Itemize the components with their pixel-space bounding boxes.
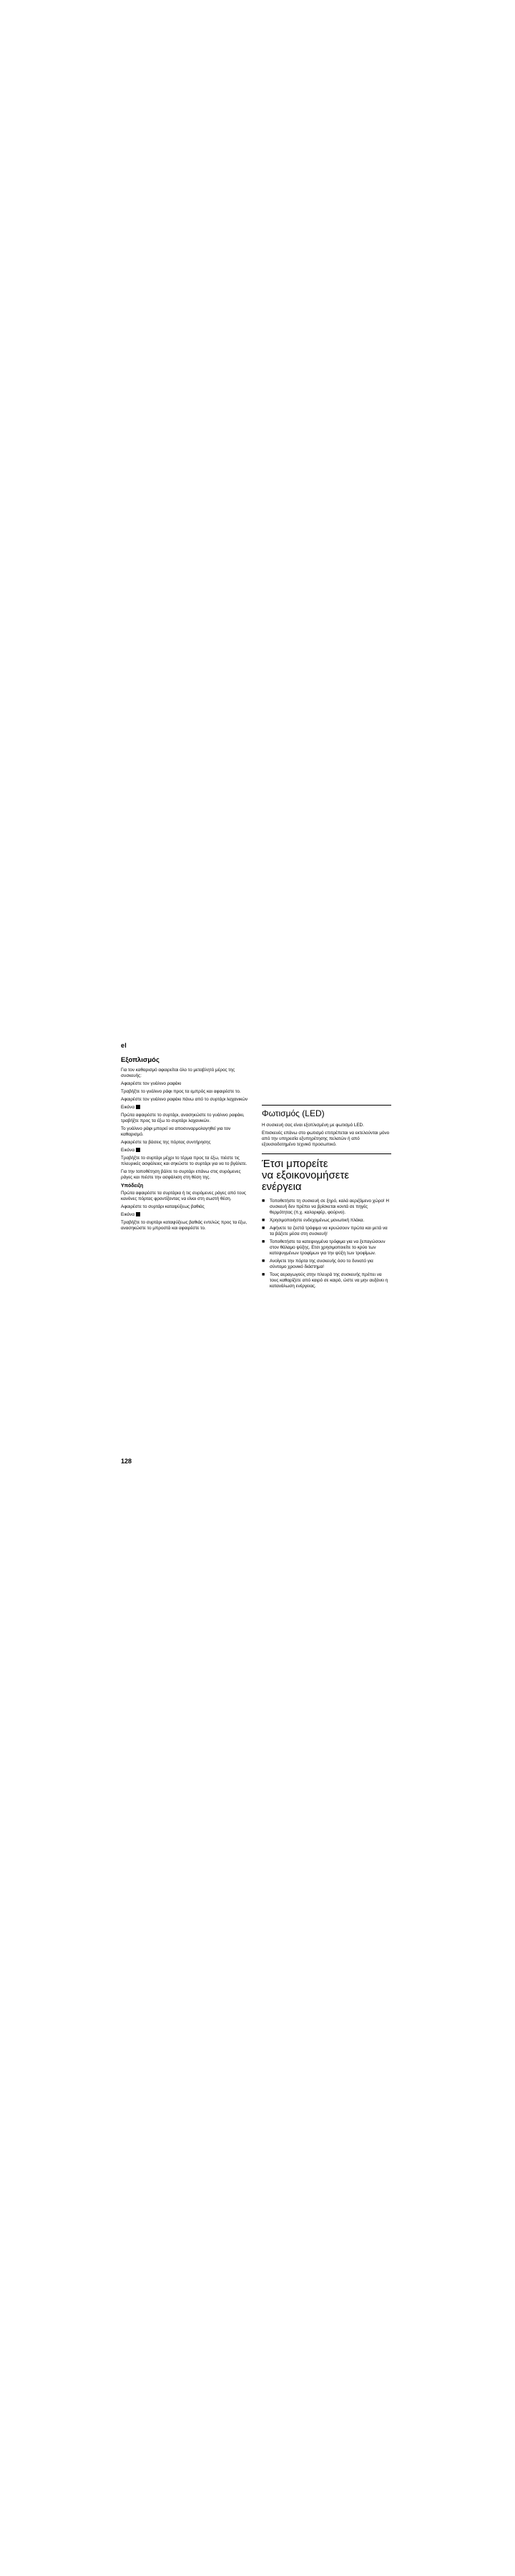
- note-heading: Υπόδειξη: [121, 1184, 144, 1189]
- list-item: [262, 1272, 391, 1289]
- lighting-text-1: Η συσκευή σας είναι εξοπλισμένη με φωτισμό LED.: [262, 1123, 364, 1128]
- tip-text: Τοποθετήστε τα κατεψυγμένα τρόφιμα για να ξεπαγώσουν στον θάλαμο ψύξης. Ετσι χρησιμοποιείτε το κρύο των κατεψυγμένων τροφίμων για την ψύξη των τροφίμων.: [270, 1239, 386, 1256]
- section-divider: [262, 1105, 391, 1106]
- list-item: [262, 1218, 391, 1224]
- note-text: Πρώτα αφαιρέστε τα συρτάρια ή τις συρόμενες ράγες από τους κανόνες πόρτας φροντίζοντας να είναι στη σωστή θέση.: [121, 1191, 246, 1201]
- bullet-icon: ■: [262, 1259, 265, 1264]
- list-item: [262, 1226, 391, 1237]
- equipment-step-6: Αφαιρέστε τα βάσεις της πόρτας συντήρησης: [121, 1140, 211, 1145]
- language-code: el: [121, 1042, 127, 1049]
- figure-icon: [136, 1105, 140, 1109]
- bullet-icon: ■: [262, 1226, 265, 1231]
- equipment-step-8: Για την τοποθέτηση βάλτε το συρτάρι επάνω στις συρόμενες ράγες και πιέστε την ασφάλιση στη θέση της.: [121, 1169, 241, 1180]
- tip-text: Τους αεραγωγούς στην πλευρά της συσκευής πρέπει να τους καθαρίζετε από καιρό σε καιρό, ώστε να μην αυξάνει η κατανάλωση ενέργειας.: [270, 1272, 388, 1289]
- list-item: [262, 1199, 391, 1216]
- equipment-step-2: Τραβήξτε το γυάλινο ράφι προς τα εμπρός και αφαιρέστε το.: [121, 1089, 241, 1094]
- equipment-intro: Για τον καθαρισμό αφαιρείται όλο το μεταβλητό μέρος της συσκευής:: [121, 1068, 235, 1078]
- equipment-step-7: Τραβήξτε το συρτάρι μέχρι το τέρμα προς τα έξω, πιέστε τις πλευρικές ασφάλειες και σηκώστε το συρτάρι για να το βγάλετε.: [121, 1156, 247, 1166]
- figure-ref-1: [121, 1105, 250, 1111]
- figure-icon: [136, 1212, 140, 1216]
- list-item: [262, 1259, 391, 1270]
- equipment-step-4: Πρώτα αφαιρέστε το συρτάρι, ανασηκώστε το γυάλινο ραφάκι, τραβήξτε προς τα έξω το συρτάρι λαχανικών.: [121, 1113, 245, 1123]
- figure-ref-2: [121, 1148, 250, 1153]
- energy-tips-list: [262, 1199, 391, 1289]
- page-number: 128: [121, 1458, 132, 1465]
- energy-heading: [262, 1158, 391, 1193]
- tip-text: Χρησιμοποιήστε ενδεχομένως μονωτική πλάκα.: [270, 1218, 365, 1223]
- right-column: [262, 1105, 391, 1292]
- figure-ref-3-label: Εικόνα: [121, 1212, 134, 1217]
- lighting-heading: Φωτισμός (LED): [262, 1108, 325, 1118]
- tip-text: Αφήνετε τα ζεστά τρόφιμα να κρυώσουν πρώτα και μετά να τα βάζετε μέσα στη συσκευή!: [270, 1226, 388, 1236]
- equipment-heading: Εξοπλισμός: [121, 1056, 160, 1064]
- figure-ref-2-label: Εικόνα: [121, 1148, 134, 1153]
- section-divider: [262, 1153, 391, 1154]
- bullet-icon: ■: [262, 1199, 265, 1204]
- equipment-step-11: Τραβήξτε το συρτάρι καταψύξεως βαθιάς εντελώς προς τα έξω, ανασηκώστε το μπροστά και αφαιρέστε το.: [121, 1220, 247, 1231]
- lighting-text-2: Επισκευές επάνω στο φωτισμό επιτρέπεται να εκτελούνται μόνο από την υπηρεσία εξυπηρέτησης πελατών ή από εξουσιοδοτημένο τεχνικό προσωπικό.: [262, 1131, 390, 1147]
- tip-text: Ανοίγετε την πόρτα της συσκευής όσο το δυνατό για σύντομο χρονικό διάστημα!: [270, 1259, 373, 1269]
- figure-ref-1-label: Εικόνα: [121, 1105, 134, 1110]
- energy-heading-line-1: Έτσι μπορείτε: [262, 1158, 328, 1170]
- energy-heading-line-2: να εξοικονομήσετε: [262, 1169, 350, 1181]
- energy-heading-line-3: ενέργεια: [262, 1181, 302, 1193]
- list-item: [262, 1239, 391, 1257]
- figure-icon: [136, 1148, 140, 1152]
- equipment-step-10: Αφαιρέστε το συρτάρι καταψύξεως βαθιάς: [121, 1204, 205, 1209]
- bullet-icon: ■: [262, 1218, 265, 1223]
- equipment-step-5: Το γυάλινο ράφι μπορεί να αποσυναρμολογηθεί για τον καθαρισμό.: [121, 1126, 231, 1137]
- left-column: [121, 1056, 250, 1234]
- bullet-icon: ■: [262, 1272, 265, 1277]
- figure-ref-3: [121, 1212, 250, 1218]
- equipment-step-3: Αφαιρέστε τον γυάλινο ραφάκι πάνω από το συρτάρι λαχανικών: [121, 1097, 248, 1102]
- tip-text: Τοποθετήστε τη συσκευή σε ξηρό, καλά αεριζόμενο χώρο! Η συσκευή δεν πρέπει να βρίσκεται κοντά σε πηγές θερμότητας (π.χ. καλοριφέρ, φούρνο).: [270, 1199, 389, 1215]
- equipment-step-1: Αφαιρέστε τον γυάλινο ραφάκι: [121, 1081, 182, 1086]
- bullet-icon: ■: [262, 1239, 265, 1244]
